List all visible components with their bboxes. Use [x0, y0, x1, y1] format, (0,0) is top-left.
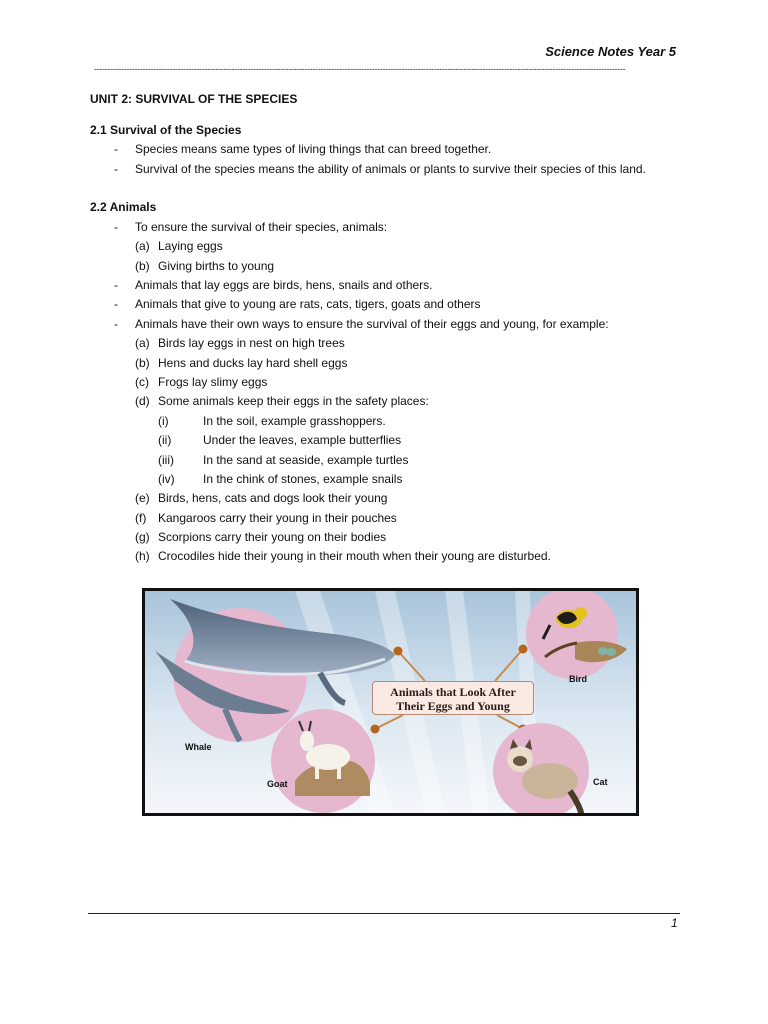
animals-figure	[142, 588, 639, 816]
list-item: Scorpions carry their young on their bodies	[158, 530, 387, 544]
list-marker: (c)	[135, 375, 149, 389]
list-marker: (g)	[135, 530, 150, 544]
list-marker: (d)	[135, 394, 150, 408]
label-whale: Whale	[185, 742, 212, 752]
section-heading-2-1: 2.1 Survival of the Species	[90, 123, 242, 137]
label-bird: Bird	[569, 674, 587, 684]
list-item: Birds, hens, cats and dogs look their young	[158, 491, 388, 505]
list-marker: (a)	[135, 336, 150, 350]
footer-rule	[88, 913, 680, 914]
figure-title-box	[372, 681, 534, 715]
bullet-text: Animals that lay eggs are birds, hens, snails and others.	[135, 278, 433, 292]
bullet-dash: -	[114, 278, 118, 292]
page-number: 1	[671, 916, 678, 930]
sub-list-marker: (iii)	[158, 453, 174, 467]
list-item: Birds lay eggs in nest on high trees	[158, 336, 345, 350]
bullet-dash: -	[114, 317, 118, 331]
sub-list-marker: (i)	[158, 414, 169, 428]
list-marker: (e)	[135, 491, 150, 505]
figure-title-line-2: Their Eggs and Young	[396, 699, 510, 713]
list-item: Laying eggs	[158, 239, 223, 253]
list-marker: (h)	[135, 549, 150, 563]
label-cat: Cat	[593, 777, 608, 787]
sub-list-marker: (iv)	[158, 472, 175, 486]
bullet-text: Species means same types of living things that can breed together.	[135, 142, 492, 156]
header-title: Science Notes Year 5	[545, 44, 676, 59]
sub-list-marker: (ii)	[158, 433, 172, 447]
bullet-text: Survival of the species means the ability of animals or plants to survive their species of this land.	[135, 162, 646, 176]
list-marker: (f)	[135, 511, 147, 525]
list-item: Frogs lay slimy eggs	[158, 375, 268, 389]
bird-circle	[526, 591, 618, 679]
bullet-dash: -	[114, 162, 118, 176]
list-item: Hens and ducks lay hard shell eggs	[158, 356, 348, 370]
label-goat: Goat	[267, 779, 288, 789]
list-marker: (b)	[135, 356, 150, 370]
sub-list-item: In the soil, example grasshoppers.	[203, 414, 386, 428]
list-item: Some animals keep their eggs in the safety places:	[158, 394, 429, 408]
bullet-text: Animals that give to young are rats, cats, tigers, goats and others	[135, 297, 481, 311]
section-heading-2-2: 2.2 Animals	[90, 200, 157, 214]
list-item: Kangaroos carry their young in their pouches	[158, 511, 397, 525]
list-item: Crocodiles hide their young in their mouth when their young are disturbed.	[158, 549, 551, 563]
bullet-text: To ensure the survival of their species, animals:	[135, 220, 388, 234]
list-marker: (b)	[135, 259, 150, 273]
sub-list-item: Under the leaves, example butterflies	[203, 433, 402, 447]
figure-title-line-1: Animals that Look After	[390, 685, 516, 699]
sub-list-item: In the sand at seaside, example turtles	[203, 453, 409, 467]
unit-title: UNIT 2: SURVIVAL OF THE SPECIES	[90, 92, 298, 106]
bullet-text: Animals have their own ways to ensure the survival of their eggs and young, for example:	[135, 317, 609, 331]
bullet-dash: -	[114, 142, 118, 156]
sub-list-item: In the chink of stones, example snails	[203, 472, 403, 486]
list-item: Giving births to young	[158, 259, 275, 273]
bullet-dash: -	[114, 220, 118, 234]
bullet-dash: -	[114, 297, 118, 311]
header-dashed-rule: -----------------------------------------------------------------------------------------------------------------------------------------------------------------------------------------------------	[94, 64, 626, 74]
list-marker: (a)	[135, 239, 150, 253]
